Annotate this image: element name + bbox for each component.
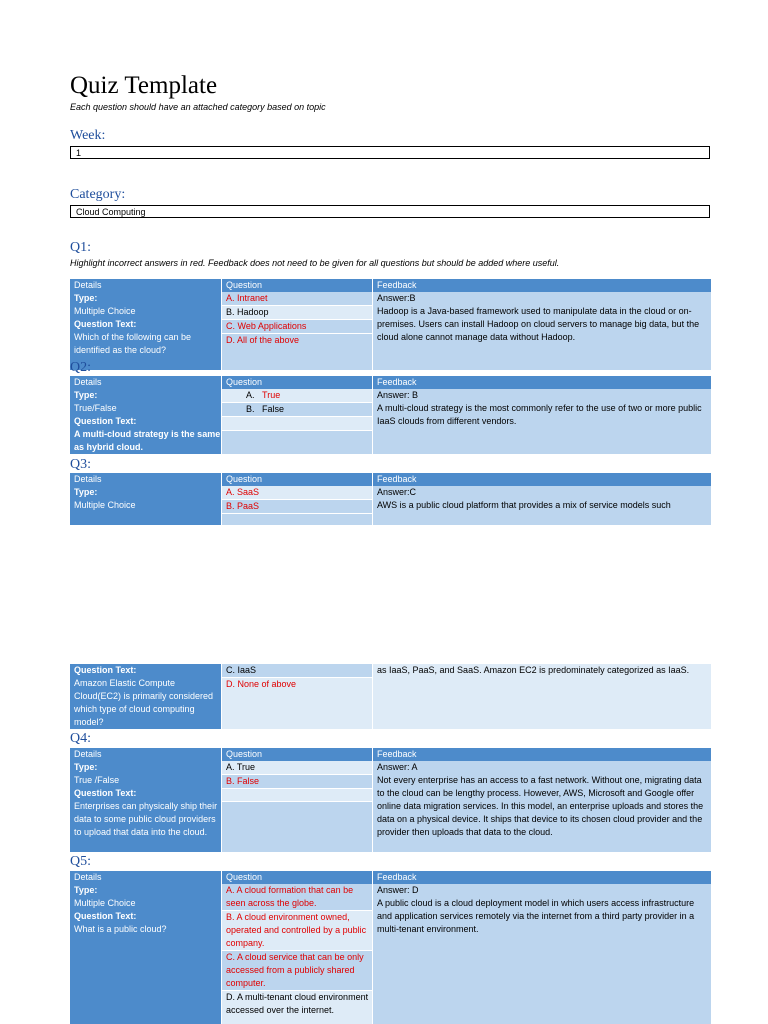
q4-heading: Q4:	[70, 731, 91, 746]
table-header-row	[70, 871, 711, 884]
question-text-label: Question Text:	[74, 911, 137, 921]
q3-feedback-text-2: as IaaS, PaaS, and SaaS. Amazon EC2 is predominately categorized as IaaS.	[377, 665, 690, 675]
feedback-header: Feedback	[372, 376, 711, 389]
category-heading: Category:	[70, 187, 126, 202]
q5-details	[70, 884, 221, 1024]
table-header-row	[70, 279, 711, 292]
q1-feedback	[372, 292, 711, 370]
q2-option-empty	[222, 431, 372, 454]
q2-table	[70, 376, 711, 454]
q2-option-b-prefix: B.	[246, 404, 255, 414]
q2-option-a-prefix: A.	[246, 390, 255, 400]
q3-options	[221, 486, 372, 525]
type-label: Type:	[74, 293, 98, 303]
week-field[interactable]: 1	[70, 146, 710, 159]
q3-body-continued	[70, 664, 711, 729]
question-header: Question	[221, 748, 372, 761]
q5-body	[70, 884, 711, 1024]
q4-option-empty	[222, 789, 372, 802]
q5-option-a[interactable]: A. A cloud formation that can be seen across the globe.	[222, 884, 372, 911]
q1-option-b[interactable]: B. Hadoop	[222, 306, 372, 320]
q4-options	[221, 761, 372, 852]
q2-options	[221, 389, 372, 454]
q2-heading: Q2:	[70, 360, 91, 375]
table-header-row	[70, 376, 711, 389]
q5-type: Multiple Choice	[74, 898, 136, 908]
q2-feedback	[372, 389, 711, 454]
q5-feedback	[372, 884, 711, 1024]
q1-option-d[interactable]: D. All of the above	[222, 334, 372, 347]
q1-details	[70, 292, 221, 370]
q3-feedback-text: AWS is a public cloud platform that provides a mix of service models such	[377, 500, 671, 510]
q3-feedback	[372, 486, 711, 525]
q4-feedback	[372, 761, 711, 852]
q3-details-continued	[70, 664, 221, 729]
details-header: Details	[74, 474, 102, 484]
q2-option-b-text: False	[262, 404, 285, 414]
question-header: Question	[221, 279, 372, 292]
q5-feedback-text: A public cloud is a cloud deployment model in which users access infrastructure and application services remotely via the internet from a third party provider in a multi-tenant environment.	[377, 898, 695, 934]
feedback-header: Feedback	[372, 473, 711, 486]
q5-table	[70, 871, 711, 1024]
details-header: Details	[74, 377, 102, 387]
details-header: Details	[74, 872, 102, 882]
details-header: Details	[74, 749, 102, 759]
q3-option-b[interactable]: B. PaaS	[222, 500, 372, 514]
q4-feedback-text: Not every enterprise has an access to a fast network. Without one, migrating data to the cloud can be lengthy process. However, AWS, Microsoft and Google offer online data migration services. In this model, an enterprise uploads and stores the data on a physical device. It ships that device to its chosen cloud provider and the provider then uploads that data to the cloud.	[377, 775, 704, 837]
q3-feedback-continued	[372, 664, 711, 729]
question-text-label: Question Text:	[74, 416, 137, 426]
q3-answer: Answer:C	[377, 487, 417, 497]
q2-type: True/False	[74, 403, 117, 413]
week-heading: Week:	[70, 128, 106, 143]
question-text-label: Question Text:	[74, 665, 137, 675]
q1-table	[70, 279, 711, 370]
q3-body	[70, 486, 711, 525]
question-text-label: Question Text:	[74, 788, 137, 798]
q4-table	[70, 748, 711, 852]
type-label: Type:	[74, 487, 98, 497]
question-header: Question	[221, 871, 372, 884]
q5-option-b[interactable]: B. A cloud environment owned, operated and controlled by a public company.	[222, 911, 372, 951]
q3-question-text: Amazon Elastic Compute Cloud(EC2) is primarily considered which type of cloud computing model?	[74, 678, 214, 727]
page-subtitle: Each question should have an attached category based on topic	[70, 102, 326, 112]
q5-heading: Q5:	[70, 854, 91, 869]
q4-type: True /False	[74, 775, 120, 785]
q1-feedback-text: Hadoop is a Java-based framework used to manipulate data in the cloud or on-premises. Users can install Hadoop on cloud servers to manage big data, but the cloud alone cannot manage data without Hadoop.	[377, 306, 700, 342]
type-label: Type:	[74, 762, 98, 772]
q2-question-text: A multi-cloud strategy is the same as hybrid cloud.	[74, 429, 221, 452]
q1-answer: Answer:B	[377, 293, 416, 303]
feedback-header: Feedback	[372, 279, 711, 292]
details-header: Details	[74, 280, 102, 290]
q4-question-text: Enterprises can physically ship their data to some public cloud providers to upload that data into the cloud.	[74, 801, 218, 837]
q1-options	[221, 292, 372, 370]
q5-options	[221, 884, 372, 1024]
q4-option-a[interactable]: A. True	[222, 761, 372, 775]
q2-option-empty	[222, 417, 372, 431]
q5-option-c[interactable]: C. A cloud service that can be only accessed from a publicly shared computer.	[222, 951, 372, 991]
q4-body	[70, 761, 711, 852]
q4-details	[70, 761, 221, 852]
q3-options-continued	[221, 664, 372, 729]
q5-option-d[interactable]: D. A multi-tenant cloud environment accessed over the internet.	[222, 991, 372, 1017]
q3-option-d[interactable]: D. None of above	[222, 678, 372, 691]
table-header-row	[70, 748, 711, 761]
q3-option-c[interactable]: C. IaaS	[222, 664, 372, 678]
q2-option-b[interactable]	[222, 403, 372, 417]
q2-answer: Answer: B	[377, 390, 419, 400]
q1-body	[70, 292, 711, 370]
q3-details	[70, 486, 221, 525]
q1-type: Multiple Choice	[74, 306, 136, 316]
q4-option-b[interactable]: B. False	[222, 775, 372, 789]
q3-type: Multiple Choice	[74, 500, 136, 510]
table-header-row	[70, 473, 711, 486]
q3-table-continued	[70, 664, 711, 729]
q2-body	[70, 389, 711, 454]
q2-option-a-text: True	[262, 390, 281, 400]
feedback-header: Feedback	[372, 748, 711, 761]
q3-heading: Q3:	[70, 457, 91, 472]
q1-heading: Q1:	[70, 240, 91, 255]
feedback-header: Feedback	[372, 871, 711, 884]
question-header: Question	[221, 473, 372, 486]
type-label: Type:	[74, 885, 98, 895]
q1-question-text: Which of the following can be identified as the cloud?	[74, 332, 192, 355]
page-title: Quiz Template	[70, 72, 218, 99]
instruction-text: Highlight incorrect answers in red. Feedback does not need to be given for all questions but should be added where useful.	[70, 258, 560, 268]
q3-option-a[interactable]: A. SaaS	[222, 486, 372, 500]
type-label: Type:	[74, 390, 98, 400]
q5-question-text: What is a public cloud?	[74, 924, 167, 934]
question-text-label: Question Text:	[74, 319, 137, 329]
q2-feedback-text: A multi-cloud strategy is the most commonly refer to the use of two or more public IaaS clouds from different vendors.	[377, 403, 702, 426]
q2-option-a[interactable]	[222, 389, 372, 403]
q1-option-c[interactable]: C. Web Applications	[222, 320, 372, 334]
q5-answer: Answer: D	[377, 885, 419, 895]
q1-option-a[interactable]: A. Intranet	[222, 292, 372, 306]
question-header: Question	[221, 376, 372, 389]
category-field[interactable]: Cloud Computing	[70, 205, 710, 218]
q4-answer: Answer: A	[377, 762, 418, 772]
q3-table	[70, 473, 711, 525]
q2-details	[70, 389, 221, 454]
